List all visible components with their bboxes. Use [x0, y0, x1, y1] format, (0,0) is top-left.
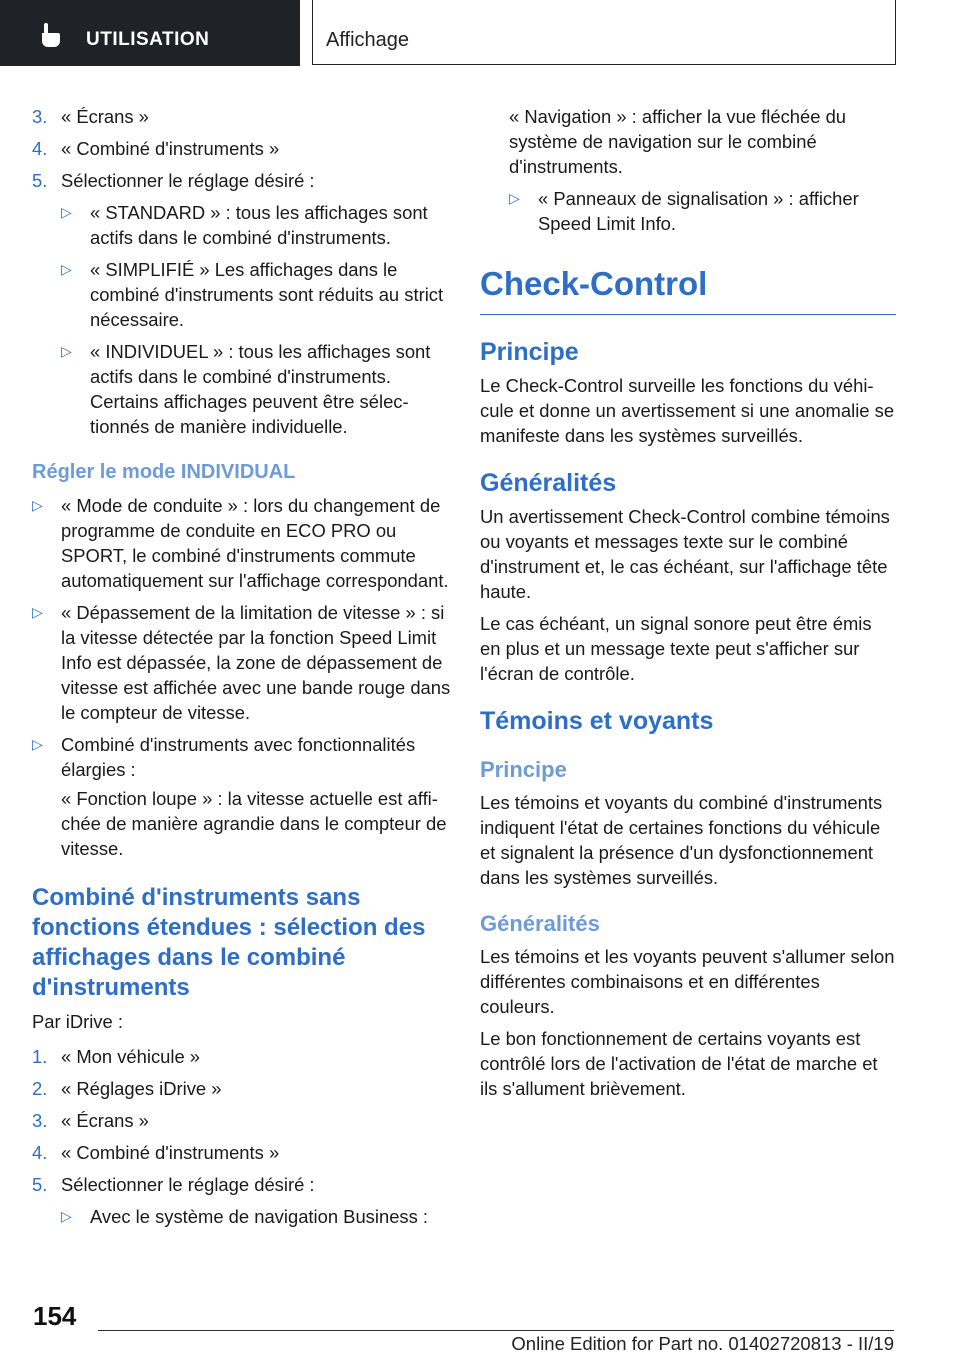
step-text: « Écrans »: [61, 1110, 149, 1131]
paragraph: Le Check-Control surveille les fonctions du véhicule et donne un avertissement si une anomalie se manifeste dans les systèmes surveillés.: [480, 375, 895, 446]
list-item: [32, 1076, 452, 1101]
step-number: 3.: [32, 1110, 48, 1131]
step-text: Sélectionner le réglage désiré :: [61, 170, 315, 191]
bullet-text: « INDIVIDUEL » : tous les affichages sont actifs dans le combiné d'instruments. Certains affichages peuvent être sélectionnés de manière individuelle.: [90, 341, 431, 437]
step-number: 4.: [32, 138, 48, 159]
right-column: [480, 104, 896, 1108]
paragraph: Les témoins et les voyants peuvent s'allumer selon différentes combinaisons et en différentes couleurs.: [480, 946, 895, 1017]
step-number: 3.: [32, 106, 48, 127]
step-text: « Mon véhicule »: [61, 1046, 201, 1067]
bullet-text: « SIMPLIFIÉ » Les affichages dans le combiné d'instruments sont réduits au strict nécessaire.: [90, 259, 444, 330]
step-text: « Écrans »: [61, 106, 149, 127]
heading-temoins: Témoins et voyants: [480, 707, 714, 735]
list-item: [480, 186, 896, 236]
triangle-bullet-icon: ▷: [61, 204, 72, 220]
list-item: [32, 732, 452, 782]
paragraph: Le cas échéant, un signal sonore peut être émis en plus et un message texte peut s'afficher sur l'écran de contrôle.: [480, 613, 872, 684]
section-tab[interactable]: [0, 0, 300, 66]
list-item: [61, 257, 452, 332]
list-item: [32, 1108, 452, 1133]
subheading-principe: Principe: [480, 757, 567, 782]
bullet-text: « Dépassement de la limitation de vitesse » : si la vitesse détectée par la fonction Speed Limit Info est dépassée, la zone de dépassement de vitesse est affichée avec une bande rouge dans le compteur de vitesse.: [61, 602, 451, 723]
list-item: [32, 136, 452, 161]
list-item: [61, 1204, 452, 1229]
list-item: [32, 493, 452, 593]
paragraph: Le bon fonctionnement de certains voyants est contrôlé lors de l'activation de l'état de marche et ils s'allument brièvement.: [480, 1028, 878, 1099]
triangle-bullet-icon: ▷: [32, 736, 43, 752]
navigation-text: « Navigation » : afficher la vue fléchée du système de navigation sur le combiné d'instruments.: [509, 106, 847, 177]
heading-rule: [480, 314, 896, 315]
page-tab-label: Affichage: [326, 29, 410, 51]
hand-pointer-icon: [38, 22, 62, 48]
step-text: « Combiné d'instruments »: [61, 1142, 280, 1163]
list-item: [32, 168, 452, 193]
triangle-bullet-icon: ▷: [32, 604, 43, 620]
heading-principe: Principe: [480, 338, 579, 366]
step-text: « Combiné d'instruments »: [61, 138, 280, 159]
list-item: [32, 1044, 452, 1069]
loupe-text: « Fonction loupe » : la vitesse actuelle est affichée de manière agrandie dans le compteur de vitesse.: [61, 788, 447, 859]
heading-generalites: Généralités: [480, 469, 617, 497]
step-number: 1.: [32, 1046, 48, 1067]
paragraph: Les témoins et voyants du combiné d'instruments indiquent l'état de certaines fonctions du véhicule et signalent la présence d'un dysfonctionnement dans les systèmes surveillés.: [480, 792, 883, 888]
page-header: [0, 0, 960, 66]
heading-check-control: Check-Control: [480, 265, 708, 302]
triangle-bullet-icon: ▷: [61, 261, 72, 277]
list-item: [32, 1140, 452, 1165]
heading-sans-fonctions: Combiné d'instruments sans fonctions étendues : sélection des affichages dans le combiné d'instruments: [32, 884, 426, 1001]
list-item: [32, 600, 452, 725]
list-item: [32, 1172, 452, 1197]
bullet-text: « Mode de conduite » : lors du changement de programme de conduite en ECO PRO ou SPORT, le combiné d'instruments commute automatiquement sur l'affichage correspondant.: [61, 495, 449, 591]
bullet-text: Avec le système de navigation Business :: [90, 1206, 429, 1227]
list-item: [61, 339, 452, 439]
triangle-bullet-icon: ▷: [61, 343, 72, 359]
footer-edition: Online Edition for Part no. 01402720813 - II/19: [511, 1333, 894, 1354]
bullet-text: « STANDARD » : tous les affichages sont actifs dans le combiné d'instruments.: [90, 202, 428, 248]
step-number: 5.: [32, 1174, 48, 1195]
step-number: 4.: [32, 1142, 48, 1163]
triangle-bullet-icon: ▷: [32, 497, 43, 513]
page-number: 154: [33, 1301, 77, 1331]
list-item: [32, 104, 452, 129]
bullet-text: Combiné d'instruments avec fonctionnalités élargies :: [61, 734, 416, 780]
heading-individual: Régler le mode INDIVIDUAL: [32, 461, 296, 483]
step-number: 2.: [32, 1078, 48, 1099]
subheading-generalites: Généralités: [480, 911, 600, 936]
list-item: [61, 200, 452, 250]
paragraph: Un avertissement Check-Control combine témoins ou voyants et messages texte sur le combiné d'instrument et, le cas échéant, sur l'affichage tête haute.: [480, 506, 890, 602]
step-text: Sélectionner le réglage désiré :: [61, 1174, 315, 1195]
page-tab[interactable]: [312, 0, 896, 65]
bullet-text: « Panneaux de signalisation » : afficher Speed Limit Info.: [538, 188, 859, 234]
step-number: 5.: [32, 170, 48, 191]
step-text: « Réglages iDrive »: [61, 1078, 222, 1099]
left-column: [32, 104, 452, 1236]
footer-rule: [98, 1330, 894, 1331]
par-idrive: Par iDrive :: [32, 1011, 123, 1032]
triangle-bullet-icon: ▷: [509, 190, 520, 206]
section-tab-label: UTILISATION: [86, 29, 210, 50]
triangle-bullet-icon: ▷: [61, 1208, 72, 1224]
